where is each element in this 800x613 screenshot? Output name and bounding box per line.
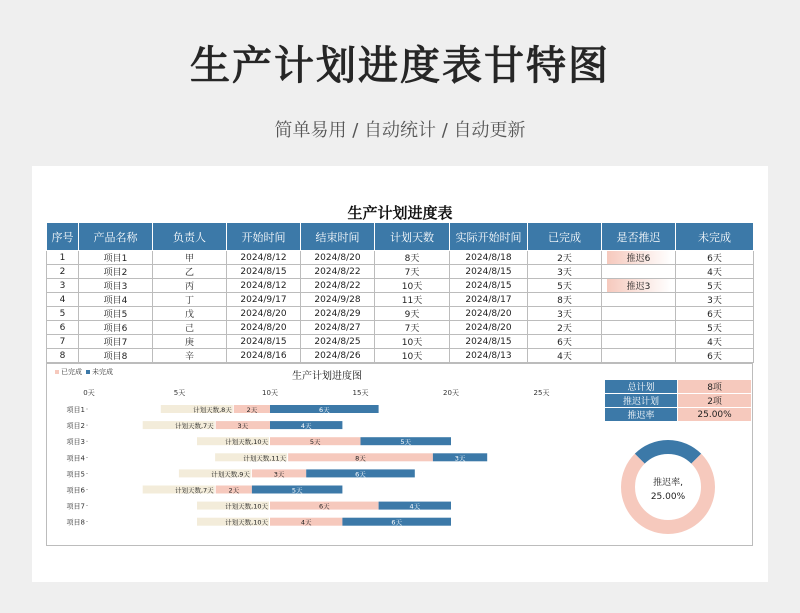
col-header[interactable]: 序号 xyxy=(47,223,79,251)
x-tick-label: 0天 xyxy=(83,389,95,397)
table-cell-actual[interactable]: 2024/8/17 xyxy=(450,293,528,307)
table-cell-end[interactable]: 2024/8/27 xyxy=(301,321,375,335)
table-cell-left[interactable]: 6天 xyxy=(676,251,754,265)
delay-tag: 推迟6 xyxy=(607,251,671,264)
col-header[interactable]: 已完成 xyxy=(528,223,602,251)
bar-left-label: 6天 xyxy=(355,470,366,479)
table-cell-start[interactable]: 2024/8/20 xyxy=(227,307,301,321)
legend-label: 未完成 xyxy=(92,368,113,376)
offset-label: 计划天数,7天 xyxy=(174,422,214,431)
y-category-label: 项目6 xyxy=(66,486,85,495)
x-tick-label: 20天 xyxy=(443,389,459,397)
y-category-label: 项目4 xyxy=(66,454,85,463)
offset-label: 计划天数,10天 xyxy=(225,438,268,447)
y-category-label: 项目3 xyxy=(66,438,85,447)
donut-slice xyxy=(640,447,697,459)
table-cell-actual[interactable]: 2024/8/20 xyxy=(450,321,528,335)
table-row[interactable] xyxy=(47,349,754,363)
offset-label: 计划天数,10天 xyxy=(225,502,268,511)
table-cell-left[interactable]: 4天 xyxy=(676,265,754,279)
table-cell-no[interactable]: 3 xyxy=(47,279,79,293)
table-row[interactable] xyxy=(47,265,754,279)
table-cell-owner[interactable]: 乙 xyxy=(153,265,227,279)
bar-done-label: 6天 xyxy=(318,502,330,511)
table-cell-done[interactable]: 6天 xyxy=(528,335,602,349)
col-header[interactable]: 未完成 xyxy=(676,223,754,251)
x-tick-label: 25天 xyxy=(533,389,550,397)
col-header[interactable]: 是否推迟 xyxy=(602,223,676,251)
table-cell-actual[interactable]: 2024/8/15 xyxy=(450,265,528,279)
table-cell-delay[interactable] xyxy=(602,265,676,279)
bar-done-label: 5天 xyxy=(309,438,321,447)
bar-done-label: 2天 xyxy=(246,406,258,414)
table-cell-start[interactable]: 2024/8/15 xyxy=(227,265,301,279)
table-cell-delay[interactable] xyxy=(602,321,676,335)
table-cell-no[interactable]: 7 xyxy=(47,335,79,349)
table-cell-end[interactable]: 2024/8/29 xyxy=(301,307,375,321)
table-cell-plan[interactable]: 9天 xyxy=(375,307,450,321)
bar-done-label: 4天 xyxy=(300,518,312,527)
donut-center-label: 25.00% xyxy=(650,492,686,502)
stat-label: 推迟计划 xyxy=(605,394,678,408)
table-cell-actual[interactable]: 2024/8/15 xyxy=(450,335,528,349)
y-category-label: 项目2 xyxy=(66,422,85,431)
table-cell-owner[interactable]: 庚 xyxy=(153,335,227,349)
table-cell-start[interactable]: 2024/8/12 xyxy=(227,251,301,265)
gantt-title: 生产计划进度图 xyxy=(292,371,362,382)
col-header[interactable]: 结束时间 xyxy=(301,223,375,251)
table-cell-left[interactable]: 6天 xyxy=(676,349,754,363)
table-cell-end[interactable]: 2024/8/22 xyxy=(301,279,375,293)
table-header-row xyxy=(47,223,754,251)
table-cell-no[interactable]: 6 xyxy=(47,321,79,335)
stats-table xyxy=(604,379,752,422)
gantt-chart xyxy=(47,364,587,545)
offset-label: 计划天数,9天 xyxy=(211,470,250,479)
table-cell-delay[interactable] xyxy=(602,279,676,293)
table-cell-done[interactable]: 5天 xyxy=(528,279,602,293)
table-row[interactable] xyxy=(47,321,754,335)
table-cell-end[interactable]: 2024/8/20 xyxy=(301,251,375,265)
table-cell-no[interactable]: 5 xyxy=(47,307,79,321)
table-cell-left[interactable]: 4天 xyxy=(676,335,754,349)
bar-left-label: 5天 xyxy=(291,486,303,495)
x-tick-label: 10天 xyxy=(262,389,278,397)
table-cell-owner[interactable]: 己 xyxy=(153,321,227,335)
x-tick-label: 5天 xyxy=(173,389,186,397)
table-cell-product[interactable]: 项目7 xyxy=(79,335,153,349)
table-cell-left[interactable]: 6天 xyxy=(676,307,754,321)
table-cell-end[interactable]: 2024/8/22 xyxy=(301,265,375,279)
table-row[interactable] xyxy=(47,279,754,293)
col-header[interactable]: 开始时间 xyxy=(227,223,301,251)
table-cell-delay[interactable] xyxy=(602,307,676,321)
table-cell-owner[interactable]: 甲 xyxy=(153,251,227,265)
table-cell-end[interactable]: 2024/9/28 xyxy=(301,293,375,307)
bar-left-label: 6天 xyxy=(391,518,403,527)
table-cell-start[interactable]: 2024/8/16 xyxy=(227,349,301,363)
table-cell-start[interactable]: 2024/8/20 xyxy=(227,321,301,335)
plan-table xyxy=(46,222,754,363)
table-cell-product[interactable]: 项目5 xyxy=(79,307,153,321)
table-cell-no[interactable]: 4 xyxy=(47,293,79,307)
table-cell-no[interactable]: 2 xyxy=(47,265,79,279)
offset-label: 计划天数,11天 xyxy=(243,454,287,463)
table-cell-product[interactable]: 项目1 xyxy=(79,251,153,265)
table-cell-delay[interactable] xyxy=(602,251,676,265)
table-cell-done[interactable]: 3天 xyxy=(528,265,602,279)
table-cell-no[interactable]: 8 xyxy=(47,349,79,363)
table-cell-owner[interactable]: 戊 xyxy=(153,307,227,321)
col-header[interactable]: 计划天数 xyxy=(375,223,450,251)
table-cell-actual[interactable]: 2024/8/18 xyxy=(450,251,528,265)
table-cell-left[interactable]: 3天 xyxy=(676,293,754,307)
table-cell-start[interactable]: 2024/8/12 xyxy=(227,279,301,293)
spreadsheet-card xyxy=(32,166,768,582)
col-header[interactable]: 实际开始时间 xyxy=(450,223,528,251)
table-cell-delay[interactable] xyxy=(602,293,676,307)
table-cell-start[interactable]: 2024/8/15 xyxy=(227,335,301,349)
legend-label: 已完成 xyxy=(61,368,82,376)
y-category-label: 项目5 xyxy=(66,470,85,479)
delay-rate-donut xyxy=(613,432,723,542)
table-cell-product[interactable]: 项目3 xyxy=(79,279,153,293)
table-cell-done[interactable]: 8天 xyxy=(528,293,602,307)
table-cell-delay[interactable] xyxy=(602,335,676,349)
table-row[interactable] xyxy=(47,251,754,265)
page-title: 生产计划进度表甘特图 xyxy=(190,43,610,89)
bar-left-label: 4天 xyxy=(409,502,421,511)
stat-label: 推迟率 xyxy=(605,408,678,422)
table-cell-left[interactable]: 5天 xyxy=(676,279,754,293)
offset-label: 计划天数,7天 xyxy=(174,486,214,495)
table-cell-start[interactable]: 2024/9/17 xyxy=(227,293,301,307)
table-cell-actual[interactable]: 2024/8/15 xyxy=(450,279,528,293)
table-cell-owner[interactable]: 丁 xyxy=(153,293,227,307)
table-cell-done[interactable]: 4天 xyxy=(528,349,602,363)
stat-label: 总计划 xyxy=(605,380,678,394)
table-cell-plan[interactable]: 8天 xyxy=(375,251,450,265)
page-subtitle: 简单易用 / 自动统计 / 自动更新 xyxy=(274,120,526,141)
table-cell-owner[interactable]: 丙 xyxy=(153,279,227,293)
table-row[interactable] xyxy=(47,293,754,307)
bar-left-label: 5天 xyxy=(400,438,412,447)
col-header[interactable]: 产品名称 xyxy=(79,223,153,251)
delay-tag: 推迟3 xyxy=(607,279,671,292)
table-row[interactable] xyxy=(47,335,754,349)
table-cell-plan[interactable]: 7天 xyxy=(375,265,450,279)
table-cell-done[interactable]: 2天 xyxy=(528,321,602,335)
y-category-label: 项目8 xyxy=(66,518,85,527)
bar-done-label: 8天 xyxy=(355,454,366,463)
table-cell-actual[interactable]: 2024/8/20 xyxy=(450,307,528,321)
table-cell-product[interactable]: 项目4 xyxy=(79,293,153,307)
bar-done-label: 2天 xyxy=(228,486,240,495)
bar-done-label: 3天 xyxy=(237,422,249,431)
table-cell-actual[interactable]: 2024/8/13 xyxy=(450,349,528,363)
bar-left-label: 4天 xyxy=(300,422,312,431)
table-cell-plan[interactable]: 10天 xyxy=(375,335,450,349)
table-cell-no[interactable]: 1 xyxy=(47,251,79,265)
table-cell-product[interactable]: 项目2 xyxy=(79,265,153,279)
offset-label: 计划天数,8天 xyxy=(193,406,232,414)
x-tick-label: 15天 xyxy=(352,389,369,397)
table-cell-product[interactable]: 项目8 xyxy=(79,349,153,363)
stat-value: 8项 xyxy=(678,380,752,394)
table-cell-delay[interactable] xyxy=(602,349,676,363)
table-cell-plan[interactable]: 7天 xyxy=(375,321,450,335)
y-category-label: 项目7 xyxy=(66,502,85,511)
stat-value: 2项 xyxy=(678,394,752,408)
bar-left-label: 6天 xyxy=(318,406,330,414)
table-cell-product[interactable]: 项目6 xyxy=(79,321,153,335)
offset-label: 计划天数,10天 xyxy=(225,518,268,527)
table-cell-plan[interactable]: 10天 xyxy=(375,279,450,293)
gantt-area xyxy=(46,363,753,546)
table-cell-owner[interactable]: 辛 xyxy=(153,349,227,363)
table-cell-plan[interactable]: 11天 xyxy=(375,293,450,307)
y-category-label: 项目1 xyxy=(66,406,85,414)
col-header[interactable]: 负责人 xyxy=(153,223,227,251)
table-row[interactable] xyxy=(47,307,754,321)
table-cell-plan[interactable]: 10天 xyxy=(375,349,450,363)
table-cell-done[interactable]: 3天 xyxy=(528,307,602,321)
bar-left-label: 3天 xyxy=(454,454,466,463)
bar-done-label: 3天 xyxy=(273,470,285,479)
table-cell-end[interactable]: 2024/8/25 xyxy=(301,335,375,349)
stat-value: 25.00% xyxy=(678,408,752,422)
sheet-title: 生产计划进度表 xyxy=(347,204,453,222)
table-cell-done[interactable]: 2天 xyxy=(528,251,602,265)
table-cell-end[interactable]: 2024/8/26 xyxy=(301,349,375,363)
donut-center-label: 推迟率, xyxy=(653,478,683,488)
table-cell-left[interactable]: 5天 xyxy=(676,321,754,335)
